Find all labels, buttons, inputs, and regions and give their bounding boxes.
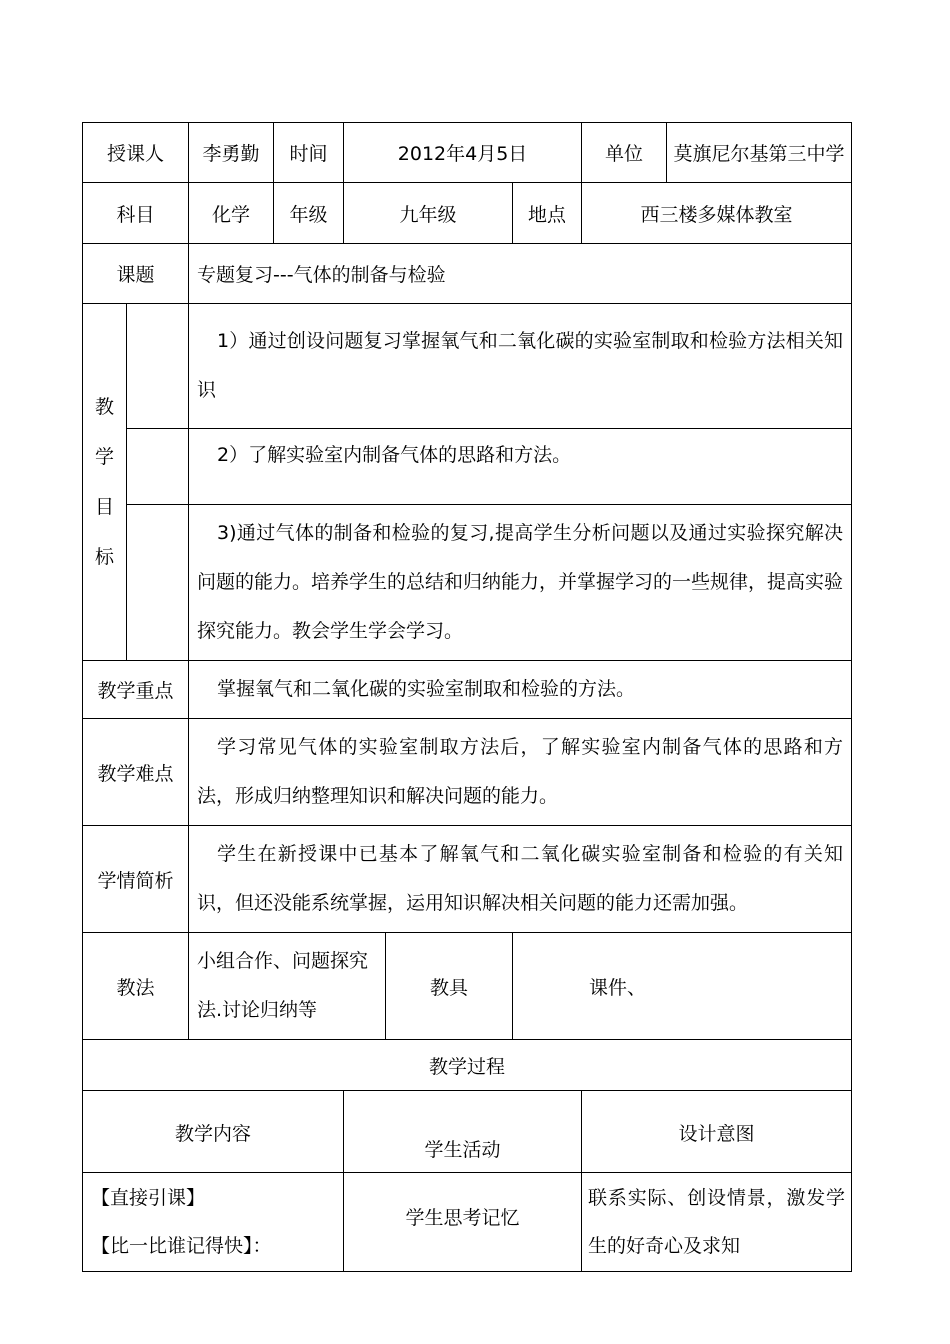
col-activity-header: 学生活动	[344, 1091, 582, 1173]
key-points-row	[83, 661, 852, 719]
objectives-label-char: 教	[94, 396, 114, 418]
lesson-plan-table	[82, 122, 852, 1272]
objective-row-1	[83, 304, 852, 429]
subject-value: 化学	[189, 183, 274, 244]
col-content-header: 教学内容	[83, 1091, 344, 1173]
process-intent: 联系实际、创设情景，激发学生的好奇心及求知	[582, 1173, 852, 1272]
analysis-row	[83, 826, 852, 933]
methods-row	[83, 933, 852, 1040]
objective-2: 2）了解实验室内制备气体的思路和方法。	[189, 429, 852, 505]
objectives-label	[83, 304, 127, 661]
subject-label: 科目	[83, 183, 189, 244]
process-row	[83, 1173, 852, 1272]
school-name: 莫旗尼尔基第三中学	[667, 123, 852, 183]
topic-label: 课题	[83, 244, 189, 304]
info-row-2	[83, 183, 852, 244]
objective-row-2	[83, 429, 852, 505]
topic-value: 专题复习---气体的制备与检验	[189, 244, 852, 304]
process-content-line: 【直接引课】	[91, 1187, 206, 1209]
time-label: 时间	[274, 123, 344, 183]
objective-blank-cell	[127, 505, 189, 661]
tools-text: 课件、	[513, 933, 852, 1040]
process-title-row	[83, 1040, 852, 1091]
objective-row-3	[83, 505, 852, 661]
location-value: 西三楼多媒体教室	[582, 183, 852, 244]
methods-label: 教法	[83, 933, 189, 1040]
objectives-label-char: 目	[94, 496, 114, 518]
teacher-name: 李勇勤	[189, 123, 274, 183]
difficulties-row	[83, 719, 852, 826]
col-intent-header: 设计意图	[582, 1091, 852, 1173]
topic-row	[83, 244, 852, 304]
process-content	[83, 1173, 344, 1272]
objectives-label-char: 标	[94, 546, 114, 568]
location-label: 地点	[513, 183, 582, 244]
process-title: 教学过程	[83, 1040, 852, 1091]
difficulties-label: 教学难点	[83, 719, 189, 826]
difficulties-text: 学习常见气体的实验室制取方法后，了解实验室内制备气体的思路和方法，形成归纳整理知识和解决问题的能力。	[189, 719, 852, 826]
tools-label: 教具	[386, 933, 513, 1040]
key-points-label: 教学重点	[83, 661, 189, 719]
analysis-text: 学生在新授课中已基本了解氧气和二氧化碳实验室制备和检验的有关知识，但还没能系统掌握，运用知识解决相关问题的能力还需加强。	[189, 826, 852, 933]
analysis-label: 学情简析	[83, 826, 189, 933]
teacher-label: 授课人	[83, 123, 189, 183]
process-header-row	[83, 1091, 852, 1173]
process-activity: 学生思考记忆	[344, 1173, 582, 1272]
objective-1: 1）通过创设问题复习掌握氧气和二氧化碳的实验室制取和检验方法相关知识	[189, 304, 852, 429]
lesson-date: 2012年4月5日	[344, 123, 582, 183]
methods-text: 小组合作、问题探究法.讨论归纳等	[189, 933, 386, 1040]
process-content-line: 【比一比谁记得快】：	[91, 1235, 272, 1257]
grade-value: 九年级	[344, 183, 513, 244]
objectives-label-char: 学	[94, 446, 114, 468]
objective-blank-cell	[127, 304, 189, 429]
unit-label: 单位	[582, 123, 667, 183]
objective-3: 3)通过气体的制备和检验的复习,提高学生分析问题以及通过实验探究解决问题的能力。培养学生的总结和归纳能力，并掌握学习的一些规律，提高实验探究能力。教会学生学会学习。	[189, 505, 852, 661]
objective-blank-cell	[127, 429, 189, 505]
info-row-1	[83, 123, 852, 183]
grade-label: 年级	[274, 183, 344, 244]
key-points-text: 掌握氧气和二氧化碳的实验室制取和检验的方法。	[189, 661, 852, 719]
